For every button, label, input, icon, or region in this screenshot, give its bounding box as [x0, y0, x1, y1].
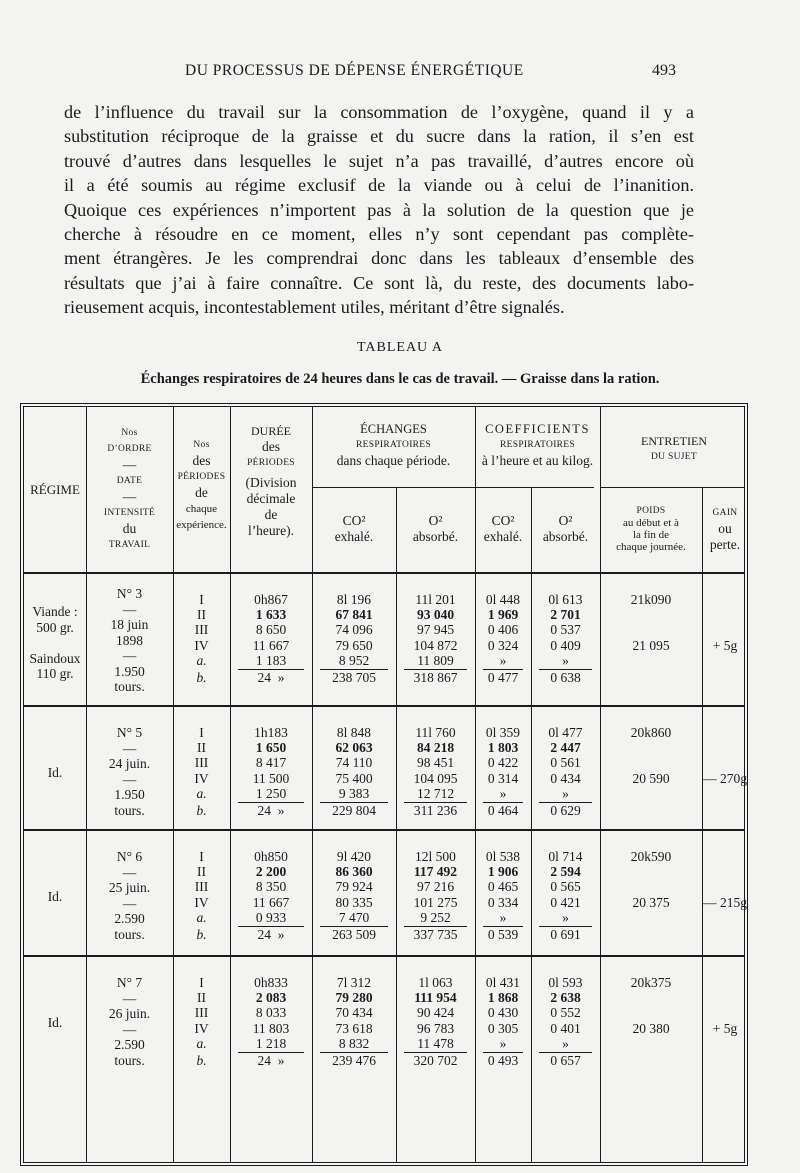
total-cell: 0 638	[550, 670, 581, 685]
table-cell: 8 033	[255, 1005, 287, 1021]
header-text: chaque	[185, 503, 218, 515]
header-text: l’heure).	[247, 523, 295, 538]
table-cell: 0l 431	[485, 975, 521, 990]
experiment-info: —	[122, 601, 137, 617]
table-cell: 93 040	[416, 607, 455, 623]
table-cell: 11l 201	[415, 592, 456, 607]
regime-text: 500 gr.	[36, 619, 74, 635]
regime-text: Viande :	[32, 604, 78, 619]
header-text: ou	[718, 521, 732, 536]
table-cell: 8l 848	[336, 725, 372, 740]
table-cell: 1 969	[487, 607, 519, 623]
period-label: II	[197, 990, 206, 1006]
table-cell: 73 618	[335, 1020, 373, 1036]
table-cell: »	[499, 652, 507, 668]
experiment-info: —	[122, 740, 137, 756]
table-cell: 2 701	[550, 607, 581, 623]
experiment-info: —	[122, 648, 137, 663]
table-cell: 96 783	[416, 1020, 455, 1036]
table-cell: 1 906	[487, 864, 519, 880]
header-text: DU SUJET	[651, 452, 697, 462]
table-cell: 98 451	[416, 755, 455, 771]
experiment-info: N° 7	[116, 975, 143, 990]
table-cell: 75 400	[335, 770, 373, 786]
header-text: —	[122, 489, 137, 504]
period-label: IV	[194, 637, 209, 653]
page-number: 493	[652, 62, 676, 79]
regime-text: Id.	[47, 889, 63, 904]
period-label: IV	[194, 894, 209, 910]
header-text: —	[122, 457, 137, 472]
table-cell: 79 650	[335, 637, 373, 653]
experiment-info: 25 juin.	[108, 880, 151, 895]
table-cell: 0l 593	[548, 975, 583, 990]
table-cell: »	[562, 909, 569, 925]
paragraph-line: de l’influence du travail sur la consommation de l’oxygène, quand il y a	[64, 102, 694, 122]
table-cell: »	[562, 785, 569, 801]
header-text: au début et à	[623, 517, 679, 529]
header-co2	[312, 513, 396, 545]
table-cell: 0h850	[254, 849, 288, 864]
total-cell: 238 705	[332, 670, 376, 685]
table-cell: 79 280	[335, 990, 373, 1006]
running-head	[0, 60, 800, 86]
period-label: III	[194, 1005, 209, 1021]
body-paragraph	[64, 100, 694, 320]
table-cell: 1 218	[255, 1035, 287, 1051]
period-label: II	[197, 607, 206, 623]
paragraph-line: trouvé d’autres dans lesquelles le sujet n’a pas travaillé, d’autres encore où	[64, 150, 694, 171]
table-cell: 74 096	[335, 622, 373, 638]
table-cell: 1h183	[254, 725, 288, 740]
table-cell: 79 924	[335, 879, 373, 895]
table-cell: »	[562, 652, 569, 668]
experiment-info: 24 juin.	[108, 756, 151, 771]
experiment-info: N° 6	[116, 849, 143, 864]
header-col-periods	[173, 437, 230, 533]
paragraph-line: il a été soumis au régime exclusif de la viande ou à celui de l’inanition.	[64, 175, 694, 196]
group-rule	[24, 829, 744, 831]
paragraph-line: cherche à résoudre en ce moment, elles n’y sont cependant pas complète-	[64, 224, 694, 245]
total-cell: 229 804	[332, 803, 376, 818]
header-text: perte.	[709, 537, 741, 552]
table-cell: 1 868	[487, 990, 519, 1006]
table-cell: 74 110	[335, 755, 373, 771]
total-cell: 0 493	[487, 1053, 519, 1068]
header-text: ENTRETIEN	[641, 434, 707, 448]
header-text: GAIN	[712, 508, 738, 518]
table-cell: 0 334	[487, 894, 519, 910]
header-gain	[702, 505, 748, 553]
table-cell: 2 447	[550, 740, 581, 756]
table-cell: 8 832	[338, 1035, 370, 1051]
table-cell: 1 803	[487, 740, 519, 756]
period-label: IV	[194, 770, 209, 786]
table-cell: 117 492	[413, 864, 458, 880]
header-text: DURÉE	[251, 424, 291, 438]
header-regime: RÉGIME	[30, 482, 80, 497]
experiment-info: N° 3	[116, 586, 143, 601]
table-cell: 0l 613	[548, 592, 583, 607]
total-cell: 0 464	[487, 803, 519, 818]
table-cell: 11 667	[252, 637, 290, 653]
table-label: TABLEAU A	[356, 340, 444, 355]
table-cell: 0 565	[550, 879, 581, 895]
table-cell: 7 470	[338, 909, 370, 925]
table-cell: 8 417	[255, 755, 287, 771]
header-col-info	[86, 425, 173, 553]
header-text: TRAVAIL	[108, 540, 151, 550]
experiment-info: —	[122, 864, 137, 880]
table-cell: 2 083	[255, 990, 287, 1006]
experiment-info: 18 juin	[110, 617, 149, 632]
table-cell: 0 314	[487, 770, 519, 786]
table-caption: Échanges respiratoires de 24 heures dans le cas de travail. — Graisse dans la ration.	[140, 371, 660, 387]
header-text: la fin de	[632, 529, 670, 541]
total-cell: 24 »	[257, 670, 285, 685]
total-cell: 0 539	[487, 927, 519, 942]
total-cell: 0 629	[550, 803, 581, 818]
data-table	[20, 403, 748, 1166]
table-cell: 62 063	[335, 740, 373, 756]
poids-start: 21k090	[630, 592, 672, 607]
header-text: Nos	[121, 428, 138, 438]
table-cell: 86 360	[335, 864, 373, 880]
total-cell: 0 477	[487, 670, 519, 685]
header-text: PÉRIODES	[177, 472, 226, 482]
header-text: absorbé.	[412, 529, 459, 544]
gain-perte: — 215g	[703, 894, 747, 910]
header-text: expérience.	[176, 519, 227, 531]
experiment-info: 1898	[116, 632, 143, 648]
total-cell: 24 »	[257, 803, 285, 818]
table-cell: 9 383	[338, 785, 370, 801]
table-cell: 12 712	[416, 785, 455, 801]
table-cell: 111 954	[414, 990, 457, 1006]
period-label: III	[194, 879, 209, 895]
table-cell: 11 667	[252, 894, 290, 910]
header-text: D’ORDRE	[107, 444, 152, 454]
table-cell: 104 095	[413, 770, 458, 786]
header-text: CO²	[342, 513, 366, 528]
table-cell: 11 803	[252, 1020, 290, 1036]
table-cell: »	[499, 1035, 507, 1051]
total-cell: 24 »	[257, 1053, 285, 1068]
header-text: chaque journée.	[616, 541, 686, 553]
header-text: (Division	[245, 475, 297, 490]
total-cell: 239 476	[332, 1053, 376, 1068]
table-cell: »	[499, 909, 507, 925]
period-label: IV	[194, 1020, 209, 1036]
table-cell: 0l 448	[485, 592, 521, 607]
running-title: DU PROCESSUS DE DÉPENSE ÉNERGÉTIQUE	[185, 62, 524, 79]
period-label: III	[194, 622, 209, 638]
table-cell: 1 633	[255, 607, 287, 623]
total-cell: 263 509	[332, 927, 376, 942]
header-rule	[24, 572, 744, 574]
header-text: O²	[428, 513, 443, 528]
table-cell: 0 933	[255, 909, 287, 925]
table-cell: 0 421	[550, 894, 581, 910]
experiment-info: —	[122, 990, 137, 1006]
table-cell: 0 422	[487, 755, 519, 771]
header-text: CO²	[491, 513, 515, 528]
poids-end: 20 380	[632, 1020, 670, 1036]
table-cell: 0 324	[487, 637, 519, 653]
table-cell: 97 945	[416, 622, 455, 638]
experiment-info: 26 juin.	[108, 1006, 151, 1021]
gain-perte: + 5g	[712, 1020, 738, 1036]
group-rule	[24, 955, 744, 957]
poids-end: 20 375	[632, 894, 670, 910]
table-cell: 11 478	[417, 1035, 454, 1051]
regime-text: 110 gr.	[36, 666, 74, 681]
table-cell: »	[562, 1035, 569, 1051]
period-label: II	[197, 740, 206, 756]
period-label: b.	[196, 803, 207, 818]
poids-start: 20k590	[630, 849, 672, 864]
table-cell: 104 872	[413, 637, 458, 653]
header-col-duree	[230, 423, 312, 539]
total-cell: 0 691	[550, 927, 581, 942]
period-label: I	[199, 975, 204, 990]
table-cell: 9 252	[420, 909, 451, 925]
table-cell: 0 561	[550, 755, 581, 771]
table-cell: 70 434	[335, 1005, 373, 1021]
header-text: Nos	[193, 440, 210, 450]
header-coefficients	[475, 421, 600, 469]
header-text: DATE	[116, 476, 143, 486]
header-o2	[396, 513, 475, 545]
table-cell: 0 401	[550, 1020, 581, 1036]
total-cell: 0 657	[550, 1053, 581, 1068]
header-text: exhalé.	[334, 529, 374, 544]
experiment-info: 1.950	[114, 787, 145, 802]
header-o2-coef	[531, 513, 600, 545]
header-text: POIDS	[636, 506, 666, 516]
poids-start: 20k860	[630, 725, 672, 740]
header-text: absorbé.	[542, 529, 589, 544]
experiment-info: tours.	[114, 679, 145, 694]
header-text: de	[195, 485, 208, 500]
table-cell: 0l 714	[548, 849, 583, 864]
experiment-info: 2.590	[114, 1037, 145, 1052]
header-text: exhalé.	[483, 529, 523, 544]
table-cell: 0 430	[487, 1005, 519, 1021]
column-rule	[702, 487, 703, 1162]
header-text: RESPIRATOIRES	[500, 440, 575, 450]
header-text: des	[262, 439, 280, 454]
table-cell: 11l 760	[415, 725, 456, 740]
poids-end: 20 590	[632, 770, 670, 786]
table-cell: 8l 196	[336, 592, 372, 607]
paragraph-line: résultats que j’ai à faire connaître. Ce sont là, du reste, des documents labo-	[64, 272, 694, 293]
experiment-info: —	[122, 895, 137, 911]
table-cell: 90 424	[416, 1005, 455, 1021]
period-label: III	[194, 755, 209, 771]
total-cell: 311 236	[413, 803, 458, 818]
total-cell: 24 »	[257, 927, 285, 942]
header-text: de	[264, 507, 278, 522]
period-label: a.	[196, 909, 207, 925]
header-text: décimale	[246, 491, 296, 506]
experiment-info: —	[122, 1021, 137, 1037]
table-cell: 67 841	[335, 607, 373, 623]
table-cell: 0l 359	[485, 725, 521, 740]
period-label: I	[199, 592, 204, 607]
table-cell: 9l 420	[336, 849, 372, 864]
period-label: b.	[196, 927, 207, 942]
table-cell: 2 594	[550, 864, 581, 880]
period-label: b.	[196, 1053, 207, 1068]
table-cell: 1 250	[255, 785, 287, 801]
header-text: des	[192, 453, 211, 468]
header-text: à l’heure et au kilog.	[481, 453, 594, 468]
table-cell: 0 305	[487, 1020, 519, 1036]
paragraph-line: rieusement acquis, incontestablement utiles, méritant d’être signalés.	[64, 297, 565, 318]
table-cell: 1 183	[255, 652, 287, 668]
header-poids	[600, 505, 702, 553]
table-cell: 0 406	[487, 622, 519, 638]
header-co2-coef	[475, 513, 531, 545]
regime-text: Id.	[47, 1015, 63, 1030]
table-cell: 8 350	[255, 879, 287, 895]
table-cell: 84 218	[416, 740, 455, 756]
regime-text: Id.	[47, 765, 63, 780]
table-cell: 0 465	[487, 879, 519, 895]
table-cell: »	[499, 785, 507, 801]
header-text: du	[122, 521, 137, 536]
table-cell: 1l 063	[418, 975, 453, 990]
header-text: COEFFICIENTS	[485, 422, 590, 436]
gain-perte: + 5g	[712, 637, 738, 653]
table-cell: 1 650	[255, 740, 287, 756]
experiment-info: tours.	[114, 926, 145, 942]
table-cell: 8 650	[255, 622, 287, 638]
total-cell: 318 867	[413, 670, 458, 685]
table-cell: 11 500	[252, 770, 290, 786]
header-text: ÉCHANGES	[360, 422, 427, 436]
table-cell: 0h867	[254, 592, 288, 607]
table-cell: 7l 312	[336, 975, 372, 990]
experiment-info: 1.950	[114, 663, 145, 679]
table-cell: 0l 477	[548, 725, 583, 740]
experiment-info: 2.590	[114, 911, 145, 926]
experiment-info: N° 5	[116, 725, 143, 740]
experiment-info: —	[122, 771, 137, 787]
header-text: RESPIRATOIRES	[356, 440, 431, 450]
table-cell: 0l 538	[485, 849, 521, 864]
table-cell: 0h833	[254, 975, 288, 990]
table-cell: 0 409	[550, 637, 581, 653]
header-text: INTENSITÉ	[103, 508, 156, 518]
table-cell: 80 335	[335, 894, 373, 910]
period-label: b.	[196, 670, 207, 685]
poids-start: 20k375	[630, 975, 672, 990]
header-echanges	[312, 421, 475, 469]
experiment-info: tours.	[114, 802, 145, 818]
period-label: I	[199, 725, 204, 740]
period-label: I	[199, 849, 204, 864]
paragraph-line: ment étrangères. Je les comprendrai donc dans les tableaux d’ensemble des	[64, 248, 694, 269]
header-entretien	[600, 433, 748, 465]
header-text: O²	[558, 513, 573, 528]
regime-text: Saindoux	[29, 650, 81, 666]
header-sub-rule	[600, 487, 744, 488]
total-cell: 320 702	[413, 1053, 458, 1068]
period-label: a.	[196, 785, 207, 801]
table-cell: 0 434	[550, 770, 581, 786]
table-cell: 0 537	[550, 622, 581, 638]
header-text: dans chaque période.	[336, 453, 451, 468]
period-label: a.	[196, 652, 207, 668]
period-label: a.	[196, 1035, 207, 1051]
poids-end: 21 095	[632, 637, 670, 653]
table-cell: 12l 500	[415, 849, 456, 864]
table-cell: 2 638	[550, 990, 581, 1006]
table-cell: 101 275	[413, 894, 458, 910]
period-label: II	[197, 864, 206, 880]
table-cell: 11 809	[417, 652, 454, 668]
paragraph-line: Quoique ces expériences n’importent pas à la solution de la question que je	[64, 199, 694, 220]
paragraph-line: substitution réciproque de la graisse et du sucre dans la ration, il s’en est	[64, 126, 694, 147]
gain-perte: — 270g	[703, 770, 747, 786]
header-sub-rule	[312, 487, 594, 488]
total-cell: 337 735	[413, 927, 458, 942]
experiment-info: tours.	[114, 1052, 145, 1068]
table-cell: 97 216	[416, 879, 455, 895]
table-cell: 8 952	[338, 652, 370, 668]
table-cell: 0 552	[550, 1005, 581, 1021]
table-cell: 2 200	[255, 864, 287, 880]
group-rule	[24, 705, 744, 707]
header-text: PÉRIODES	[247, 458, 295, 468]
